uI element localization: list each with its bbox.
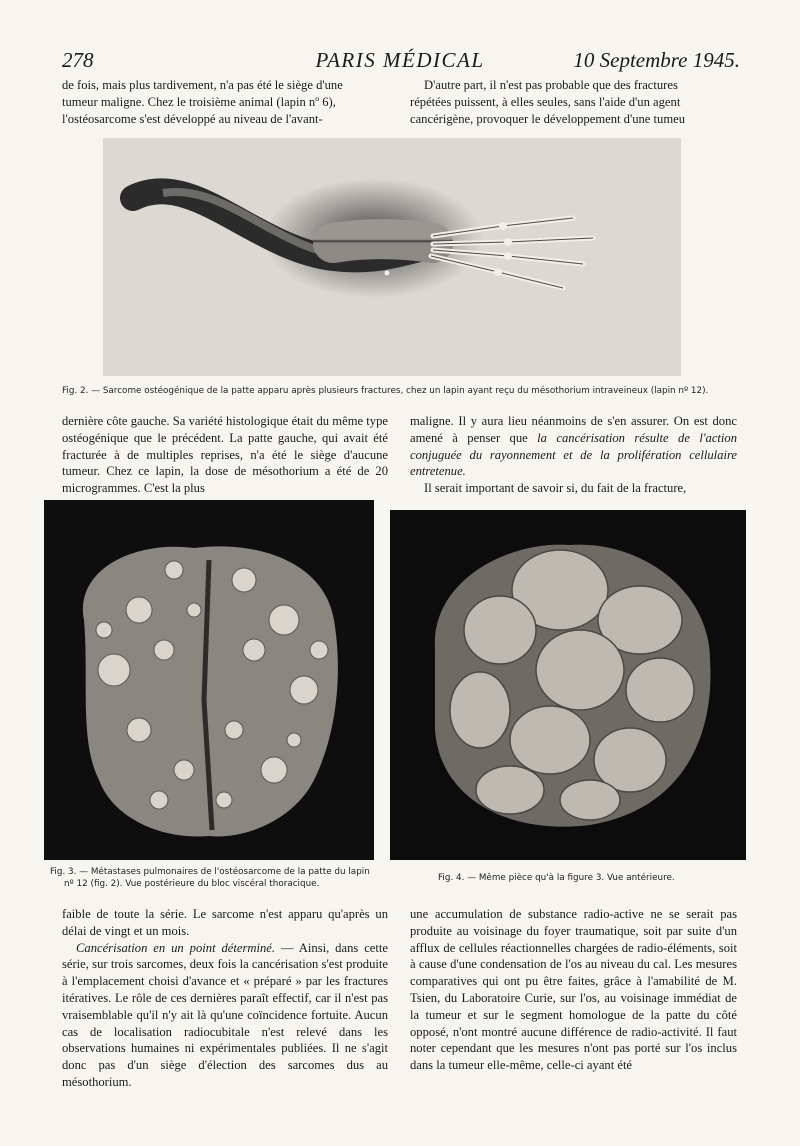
fig3-lung-photo [44,500,374,860]
fig4-lung-photo [390,510,746,860]
text-line: l'ostéosarcome s'est développé au niveau de l'avant- [62,111,323,126]
bottom-left-text [62,906,388,1091]
paragraph: Il serait important de savoir si, du fait de la fracture, [424,481,687,496]
text-line: D'autre part, il n'est pas probable que des fractures [424,78,678,92]
paragraph-text: — Ainsi, dans cette série, sur trois sarcomes, deux fois la cancérisation s'est produite à l'emplacement choisi d'avance et « préparé » par les fractures itératives. Le rôle de ces dernières paraît effectif, car il n'est pas vraisemblable qu'il n'y ait là qu'une coïncidence fortuite. Aucun cas de localisation radiocubitale n'est relevé dans les observations humaines ni expérimentales publiées. Il ne s'agit donc pas d'un siège d'élection des sarcomes dus au mésothorium. [62,940,388,1089]
journal-title: PARIS MÉDICAL [315,48,485,72]
caption-line: nº 12 (fig. 2). Vue postérieure du bloc viscéral thoracique. [64,879,320,889]
fig2-caption: Fig. 2. — Sarcome ostéogénique de la patte apparu après plusieurs fractures, chez un lapin ayant reçu du mésothorium intraveineux (lapin nº 12). [62,386,709,396]
fig4-caption: Fig. 4. — Même pièce qu'à la figure 3. Vue antérieure. [438,873,675,883]
emphasis-text: la cancérisation résulte de l'action conjuguée du rayonnement et de la prolifération cellulaire entretenue. [410,430,738,479]
section-heading: Cancérisation en un point déterminé. [76,940,276,955]
paragraph: dernière côte gauche. Sa variété histologique était du même type ostéogénique que le précédent. La patte gauche, qui avait été fracturée à de multiples reprises, n'a été le siège d'aucune tumeur. Chez ce lapin, la dose de mésothorium a été de 20 microgrammes. C'est la plus [62,414,388,496]
paragraph: une accumulation de substance radio-active ne se serait pas produite au voisinage du foyer traumatique, soit par suite d'un afflux de cellules réactionnelles chargées de radio-éléments, soit à cause d'une condensation de l'os au niveau du cal. Les mesures comparatives qui ont pu être faites, grâce à l'amabilité de M. Tsien, du Laboratoire Curie, sur l'os, au voisinage immédiat de la tumeur et sur le segment homologue de la patte du côté opposé, n'ont montré aucune différence de radio-activité. Il faut noter cependant que les mesures n'ont pas porté sur l'os inclus dans la tumeur elle-même, celle-ci ayant été [410,907,737,1073]
text-line: de fois, mais plus tardivement, n'a pas été le siège d'une [62,78,343,92]
issue-date: 10 Septembre 1945. [573,48,740,72]
paragraph-text: maligne. Il y aura lieu néanmoins de s'en assurer. On est donc amené à penser que [410,414,737,445]
fig2-xray-image [103,138,681,376]
paragraph: faible de toute la série. Le sarcome n'est apparu qu'après un délai de vingt et un mois. [62,907,388,938]
top-left-text [62,77,397,127]
bottom-right-text [410,906,737,1074]
top-right-text [410,77,737,127]
fig3-caption [50,866,380,890]
paragraph [62,940,388,1091]
text-line: cancérigène, provoquer le développement d'une tumeu [410,111,686,126]
caption-line: Fig. 3. — Métastases pulmonaires de l'ostéosarcome de la patte du lapin [50,867,370,877]
mid-right-text [410,413,737,497]
text-line: répétées puissent, à elles seules, sans l'aide d'un agent [410,94,681,109]
page-number: 278 [62,48,94,72]
paragraph [410,413,737,480]
text-line: tumeur maligne. Chez le troisième animal (lapin nº 6), [62,94,336,109]
mid-left-text [62,413,388,497]
